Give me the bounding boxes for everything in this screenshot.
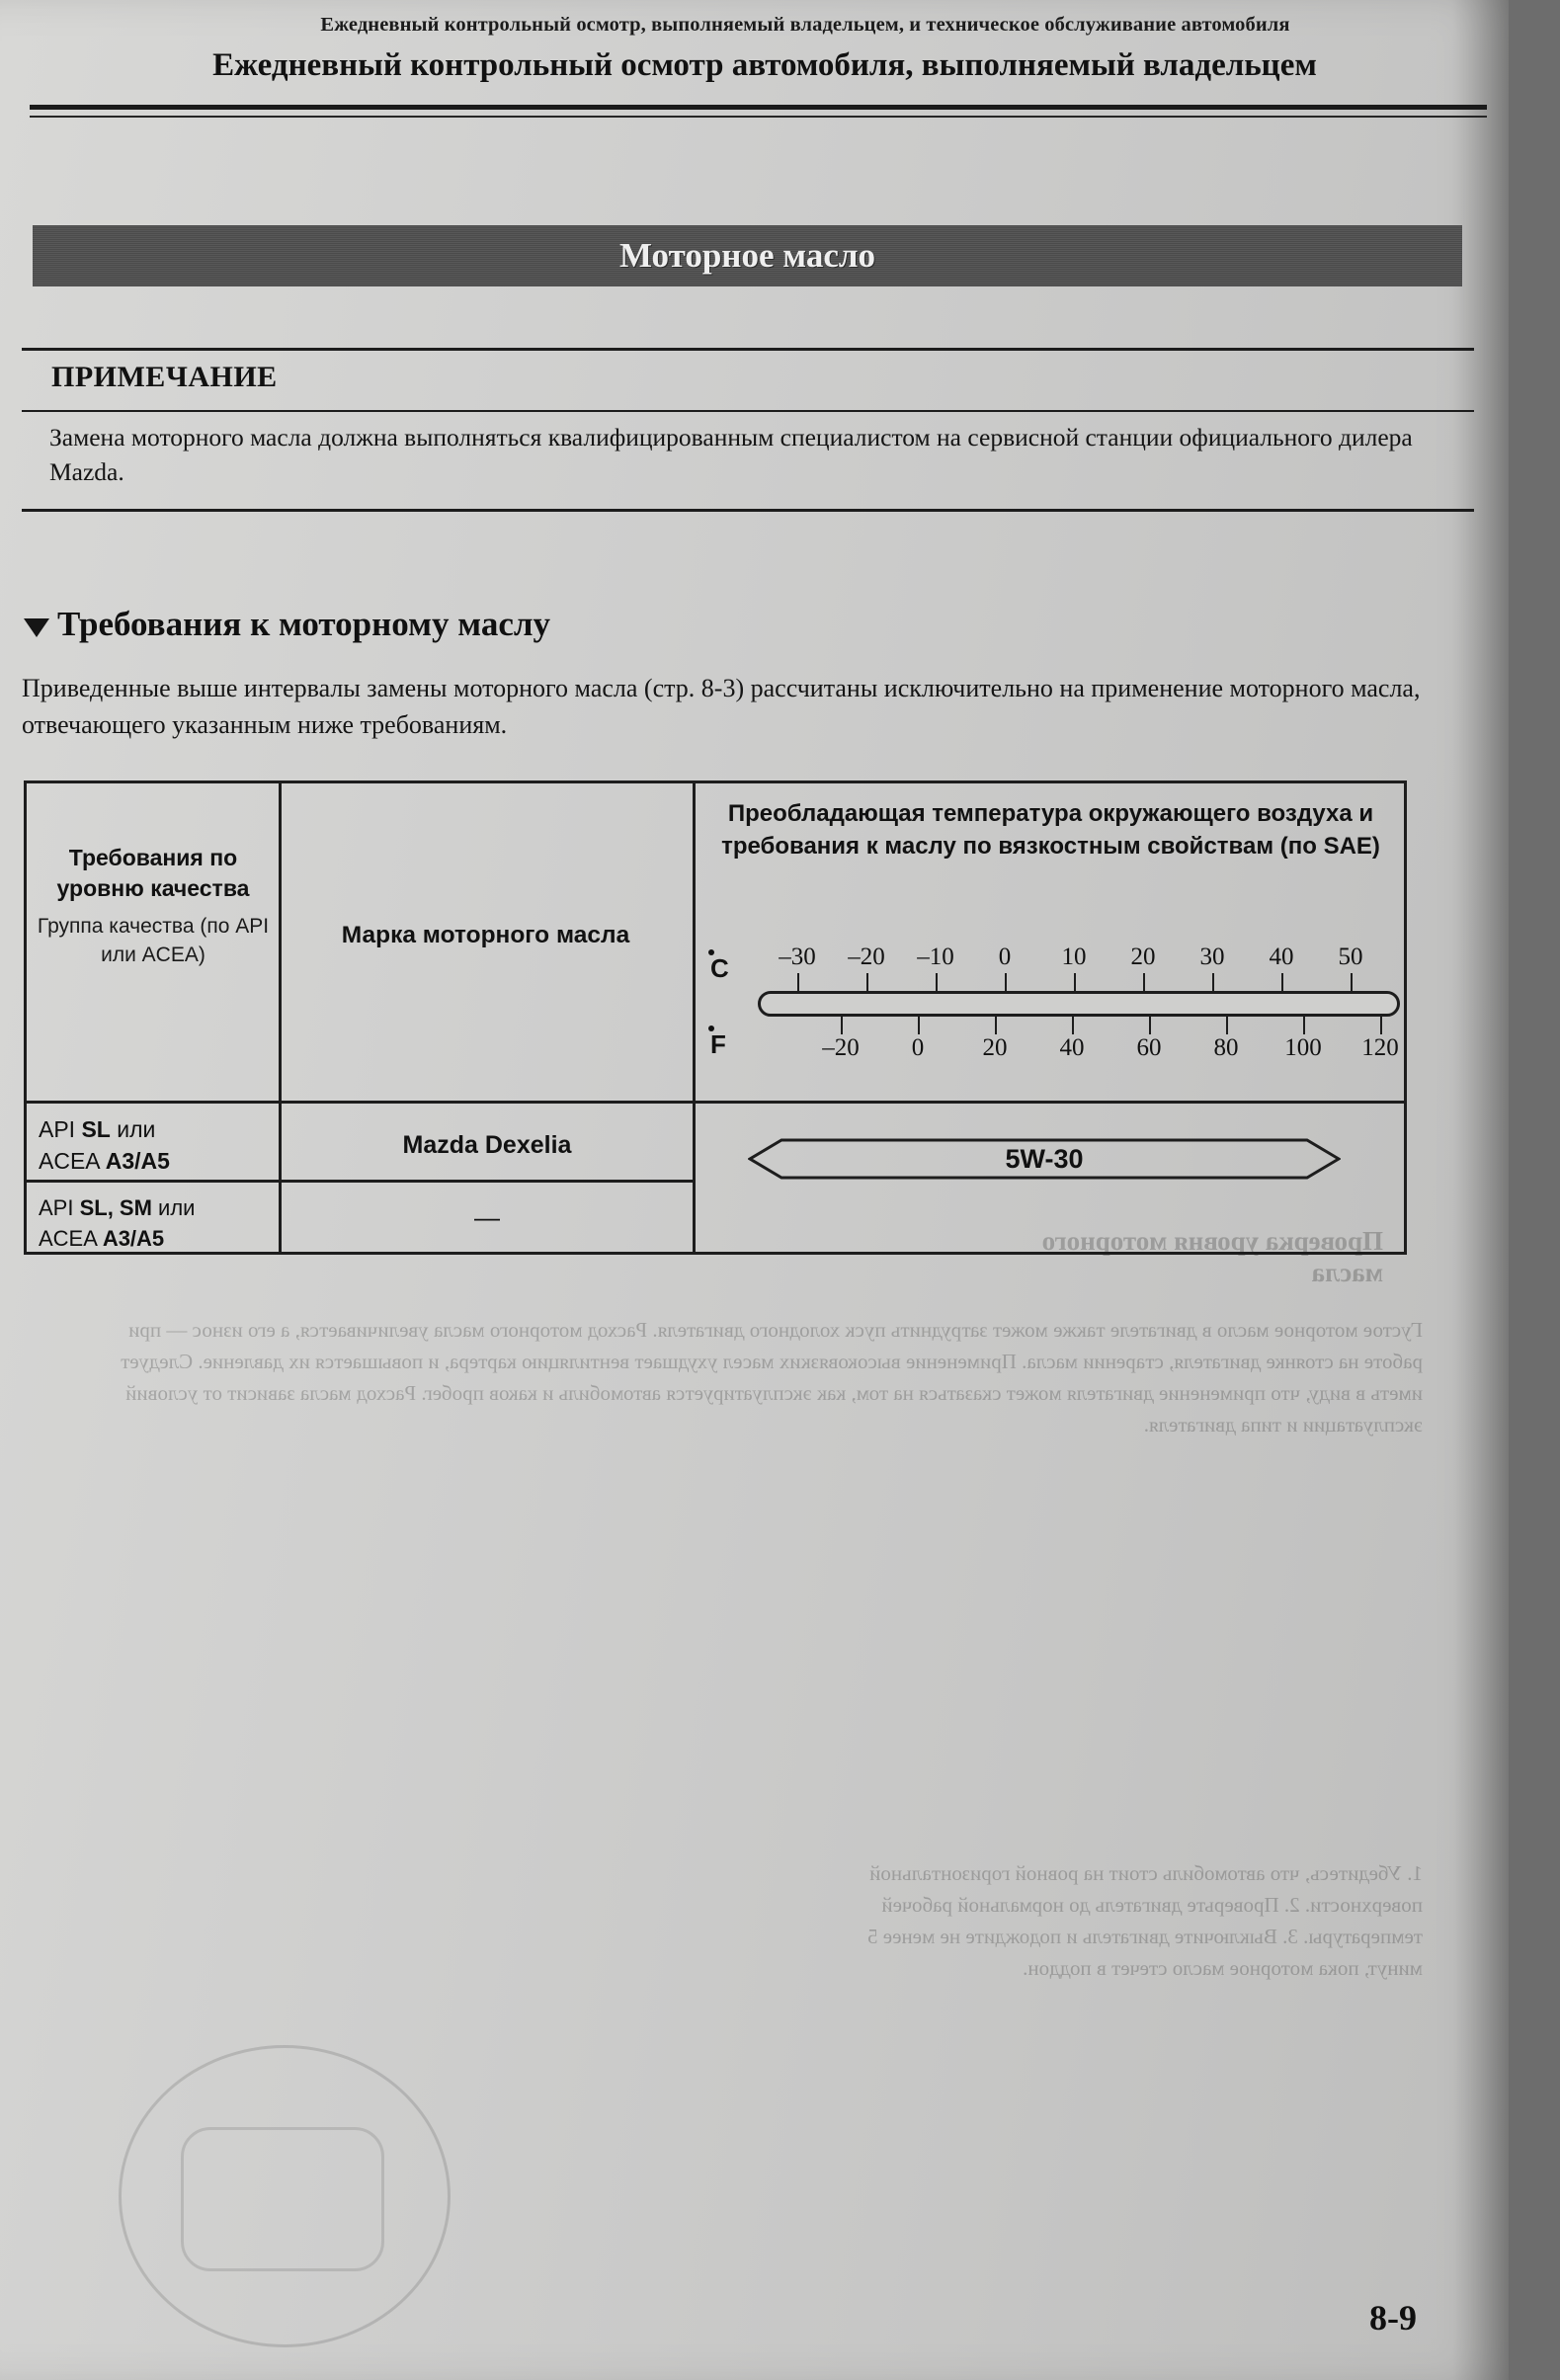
scale-label-c: –30: [779, 944, 816, 970]
unit-celsius-label: C: [710, 953, 729, 983]
scale-tick: [1149, 1015, 1151, 1034]
scale-label-c: –20: [848, 944, 885, 970]
scale-tick: [995, 1015, 997, 1034]
scale-label-f: 60: [1136, 1034, 1162, 1061]
api-grade: SL: [81, 1116, 111, 1142]
page-number: 8-9: [1369, 2298, 1417, 2338]
scale-tick: [1072, 1015, 1074, 1034]
scale-label-c: 20: [1130, 944, 1156, 970]
scale-tick: [1281, 973, 1283, 993]
scale-label-c: 10: [1061, 944, 1087, 970]
subsection-title: Требования к моторному маслу: [57, 605, 550, 643]
scale-tick: [1351, 973, 1353, 993]
scale-tick: [1303, 1015, 1305, 1034]
scale-tick: [936, 973, 938, 993]
table-header-brand: Марка моторного масла: [341, 922, 630, 948]
scale-label-f: 100: [1284, 1034, 1322, 1061]
acea-prefix: ACEA: [39, 1226, 103, 1251]
bleed-through-logo: [119, 2045, 451, 2347]
note-title: ПРИМЕЧАНИЕ: [51, 361, 278, 393]
scale-tick: [1212, 973, 1214, 993]
table-hline-1: [27, 1101, 1404, 1104]
api-conjunction: или: [110, 1116, 156, 1142]
triangle-bullet-icon: [24, 618, 49, 637]
scale-label-c: 40: [1269, 944, 1294, 970]
running-head: Ежедневный контрольный осмотр, выполняемый владельцем, и техническое обслуживание автомобиля: [320, 14, 1290, 36]
scale-tick: [1226, 1015, 1228, 1034]
thermometer-bar: [758, 991, 1400, 1017]
unit-fahrenheit-label: F: [710, 1029, 726, 1059]
scale-tick: [1143, 973, 1145, 993]
note-body: Замена моторного масла должна выполняться квалифицированным специалистом на сервисной станции официального дилера Mazda.: [49, 423, 1413, 486]
bleed-through-text-block: Густое моторное масло в двигателе также может затруднить пуск холодного двигателя. Расход моторного масла увеличивается, а его износ — при работе на стоянке двигателя, старении масла. Применение высоковязких масел ухудшает вентиляцию картера, и повышается их давление. Следует иметь в виду, что применение двигателя может сказаться на том, как эксплуатируется автомобиль и каков пробег. Расход масла зависит от условий эксплуатации и типа двигателя.: [121, 1318, 1423, 1436]
bleed-through-text-block-2: 1. Убедитесь, что автомобиль стоит на ровной горизонтальной поверхности. 2. Проверьте двигатель до нормальной рабочей температуры. 3. Выключите двигатель и подождите не менее 5 минут, пока моторное масло стечет в поддон.: [867, 1861, 1423, 1980]
acea-grade: A3/A5: [102, 1226, 165, 1251]
table-cell-quality-row2: [39, 1192, 276, 1254]
api-prefix: API: [39, 1195, 80, 1220]
note-separator: [22, 410, 1474, 412]
scale-tick: [1380, 1015, 1382, 1034]
table-cell-quality-row1: [39, 1113, 272, 1177]
table-header-temperature: Преобладающая температура окружающего воздуха и требования к маслу по вязкостным свойствам (по SAE): [721, 800, 1380, 860]
table-cell-brand-row1: Mazda Dexelia: [402, 1131, 572, 1159]
scale-tick: [918, 1015, 920, 1034]
header-rule-thick: [30, 105, 1487, 110]
bleed-through-heading: Проверка уровня моторного масла: [1041, 1226, 1383, 1287]
scale-label-f: –20: [822, 1034, 860, 1061]
scale-label-c: 30: [1199, 944, 1225, 970]
section-banner: [33, 225, 1462, 287]
scale-tick: [1074, 973, 1076, 993]
table-hline-2: [27, 1180, 693, 1183]
scan-dark-edge: [1509, 0, 1560, 2380]
scale-tick: [841, 1015, 843, 1034]
acea-prefix: ACEA: [39, 1148, 106, 1174]
page-title: Ежедневный контрольный осмотр автомобиля, выполняемый владельцем: [212, 47, 1317, 83]
scale-tick: [866, 973, 868, 993]
viscosity-grade-label: 5W-30: [1005, 1143, 1084, 1174]
section-banner-title: Моторное масло: [618, 236, 876, 275]
scale-label-f: 40: [1059, 1034, 1085, 1061]
oil-specification-table: [24, 780, 1407, 1255]
header-rule-thin: [30, 116, 1487, 118]
scale-label-c: –10: [917, 944, 954, 970]
subsection-intro: Приведенные выше интервалы замены моторного масла (стр. 8-3) рассчитаны исключительно на применение моторного масла, отвечающего указанным ниже требованиям.: [22, 674, 1421, 739]
api-conjunction: или: [151, 1195, 196, 1220]
table-cell-brand-row2: —: [474, 1202, 500, 1232]
viscosity-range-band: [748, 1137, 1341, 1181]
note-box: [22, 348, 1474, 512]
table-vline-2: [693, 783, 696, 1252]
api-prefix: API: [39, 1116, 82, 1142]
temperature-scale: [702, 932, 1406, 1100]
scale-label-c: 0: [998, 944, 1012, 970]
acea-grade: A3/A5: [105, 1148, 170, 1174]
scale-label-f: 120: [1361, 1034, 1399, 1061]
table-header-quality: Требования по уровню качества: [56, 845, 250, 901]
scale-tick: [797, 973, 799, 993]
scale-label-f: 80: [1213, 1034, 1239, 1061]
scale-label-f: 0: [911, 1034, 925, 1061]
scale-label-f: 20: [982, 1034, 1008, 1061]
subsection-heading: [24, 605, 550, 644]
table-header-quality-sub: Группа качества (по API или ACEA): [37, 915, 270, 966]
scale-tick: [1005, 973, 1007, 993]
api-grade: SL, SM: [79, 1195, 152, 1220]
scale-label-c: 50: [1338, 944, 1363, 970]
